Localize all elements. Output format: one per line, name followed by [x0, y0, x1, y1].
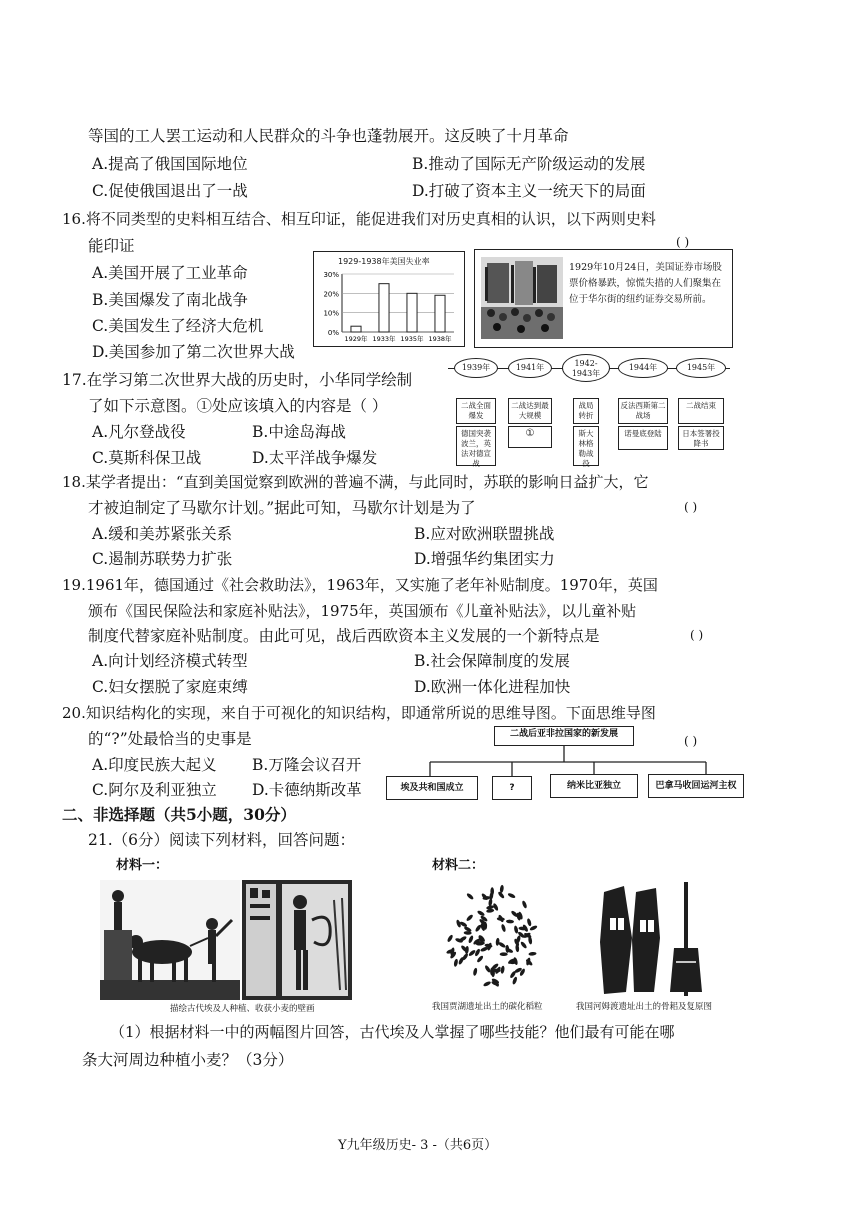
mindmap-root: 二战后亚非拉国家的新发展 — [494, 726, 634, 746]
rice-grain — [526, 918, 532, 927]
bar-1929年 — [351, 326, 361, 332]
rice-grain — [501, 924, 507, 933]
rice-grain — [499, 885, 504, 893]
q19-stem-line3: 制度代替家庭补贴制度。由此可见，战后西欧资本主义发展的一个新特点是 — [88, 627, 600, 645]
q18-option-b: B.应对欧洲联盟挑战 — [414, 525, 555, 543]
q19-option-a: A.向计划经济模式转型 — [92, 652, 248, 670]
timeline-event-1942: 斯大林格勒战役 — [573, 426, 599, 466]
q15-stem: 等国的工人罢工运动和人民群众的斗争也蓬勃展开。这反映了十月革命 — [88, 127, 569, 145]
q18-option-d: D.增强华约集团实力 — [414, 550, 555, 568]
material1-label: 材料一： — [116, 858, 169, 873]
rice-grain — [466, 914, 474, 922]
timeline-label-1942: 战局转折 — [573, 398, 599, 424]
q20-option-d: D.卡德纳斯改革 — [252, 781, 362, 799]
crowd-photo — [481, 257, 563, 339]
rice-grain — [490, 887, 494, 895]
q20-option-a: A.印度民族大起义 — [92, 756, 217, 774]
q17-option-c: C.莫斯科保卫战 — [92, 449, 202, 467]
bone-spade-image — [590, 878, 714, 1000]
y-tick-label: 10% — [323, 309, 339, 318]
rice-grain — [453, 959, 458, 968]
rice-grain — [476, 955, 484, 963]
bar-1938年 — [435, 295, 445, 332]
timeline-event-1944: 诺曼底登陆 — [618, 426, 668, 450]
q20-answer-bracket: ( ) — [684, 734, 698, 748]
q20-option-c: C.阿尔及利亚独立 — [92, 781, 217, 799]
caption-material1: 描绘古代埃及人种植、收获小麦的壁画 — [170, 1004, 315, 1014]
mindmap-child-panama: 巴拿马收回运河主权 — [648, 774, 744, 798]
bar-1935年 — [407, 293, 417, 332]
timeline-event-1945: 日本签署投降书 — [678, 426, 724, 450]
q18-stem-line1: 18.某学者提出：“直到美国觉察到欧洲的普遍不满，与此同时，苏联的影响日益扩大，它 — [62, 473, 649, 491]
q18-answer-bracket: ( ) — [684, 500, 698, 514]
timeline-year-1945: 1945年 — [676, 358, 726, 378]
timeline-label-1945: 二战结束 — [678, 398, 724, 424]
timeline-label-1939: 二战全面爆发 — [456, 398, 496, 424]
rice-grain — [474, 948, 481, 957]
q15-option-b: B.推动了国际无产阶级运动的发展 — [412, 155, 646, 173]
rice-grain — [473, 968, 478, 977]
rice-grain — [468, 935, 474, 944]
rice-grain — [488, 898, 493, 906]
q21-stem: 21.（6分）阅读下列材料，回答问题： — [88, 831, 356, 849]
rice-grain — [465, 946, 470, 954]
q19-option-d: D.欧洲一体化进程加快 — [414, 678, 571, 696]
mindmap — [386, 724, 746, 806]
caption-material2b: 我国河姆渡遗址出土的骨耜及复原图 — [576, 1002, 713, 1012]
q19-option-c: C.妇女摆脱了家庭束缚 — [92, 678, 248, 696]
carbonized-rice-grains — [444, 880, 540, 996]
mural-planting-image — [100, 880, 240, 1000]
egypt-mural-planting — [100, 880, 240, 1000]
unemployment-chart — [313, 251, 465, 347]
rice-grains-image — [444, 880, 540, 996]
q18-stem-line2: 才被迫制定了马歇尔计划。”据此可知，马歇尔计划是为了 — [88, 499, 476, 517]
q20-option-b: B.万隆会议召开 — [252, 756, 362, 774]
section2-heading: 二、非选择题（共5小题，30分） — [62, 805, 296, 824]
rice-grain — [477, 910, 486, 917]
q18-option-c: C.遏制苏联势力扩张 — [92, 550, 233, 568]
x-tick-label: 1933年 — [372, 335, 396, 343]
q16-option-c: C.美国发生了经济大危机 — [92, 317, 264, 335]
x-tick-label: 1929年 — [344, 335, 368, 343]
timeline-year-1939: 1939年 — [454, 358, 498, 378]
rice-grain — [520, 941, 528, 949]
timeline-label-1941: 二战达到最大规模 — [508, 398, 552, 424]
page-footer: Y九年级历史- 3 -（共6页） — [338, 1138, 498, 1153]
q21-sub1-line1: （1）根据材料一中的两幅图片回答，古代埃及人掌握了哪些技能？他们最有可能在哪 — [110, 1023, 675, 1041]
timeline-year-1942: 1942-1943年 — [562, 354, 610, 382]
caption-material2a: 我国贾湖遗址出土的碳化稻粒 — [432, 1002, 543, 1012]
chart-plot — [314, 252, 464, 346]
mural-harvest-image — [242, 880, 352, 1000]
q16-option-d: D.美国参加了第二次世界大战 — [92, 343, 295, 361]
photo-caption: 1929年10月24日，美国证券市场股票价格暴跌，惊慌失措的人们聚集在位于华尔街的纽约证券交易所前。 — [569, 262, 722, 305]
stock-market-photo-panel — [474, 249, 733, 348]
rice-grain — [468, 949, 476, 957]
q16-stem-line1: 16.将不同类型的史料相互结合、相互印证，能促进我们对历史真相的认识，以下两则史料 — [62, 210, 656, 228]
rice-grain — [446, 934, 453, 943]
q20-stem-line1: 20.知识结构化的实现，来自于可视化的知识结构，即通常所说的思维导图。下面思维导图 — [62, 704, 656, 722]
rice-grain — [483, 981, 492, 988]
material2-label: 材料二： — [432, 858, 485, 873]
egypt-mural-harvest — [242, 880, 352, 1000]
timeline-year-1944: 1944年 — [618, 358, 668, 378]
chart-title: 1929-1938年美国失业率 — [338, 257, 430, 266]
rice-grain — [500, 965, 505, 973]
q17-stem-line2: 了如下示意图。①处应该填入的内容是（ ） — [88, 397, 388, 415]
wwii-timeline — [448, 354, 736, 468]
q19-stem-line2: 颁布《国民保险法和家庭补贴法》，1975年，英国颁布《儿童补贴法》，以儿童补贴 — [88, 602, 637, 620]
q16-answer-bracket: ( ) — [676, 235, 690, 249]
mindmap-child-namibia: 纳米比亚独立 — [550, 774, 638, 798]
q15-option-d: D.打破了资本主义一统天下的局面 — [412, 182, 646, 200]
y-tick-label: 20% — [323, 290, 339, 299]
q20-stem-line2: 的“?”处最恰当的史事是 — [88, 730, 252, 748]
q17-stem-line1: 17.在学习第二次世界大战的历史时，小华同学绘制 — [62, 371, 413, 389]
q19-option-b: B.社会保障制度的发展 — [414, 652, 570, 670]
rice-grain — [514, 925, 519, 934]
q17-option-a: A.凡尔登战役 — [92, 423, 186, 441]
x-tick-label: 1938年 — [428, 335, 452, 343]
q15-option-c: C.促使俄国退出了一战 — [92, 182, 248, 200]
bar-1933年 — [379, 284, 389, 332]
timeline-label-1944: 反法西斯第二战场 — [618, 398, 668, 424]
timeline-event-blank: ① — [508, 426, 552, 448]
q21-sub1-line2: 条大河周边种植小麦？（3分） — [82, 1051, 294, 1069]
mindmap-child-question: ? — [492, 776, 532, 800]
rice-grain — [507, 892, 516, 899]
q16-option-a: A.美国开展了工业革命 — [92, 264, 248, 282]
mindmap-child-egypt: 埃及共和国成立 — [386, 776, 478, 800]
rice-grain — [466, 892, 474, 900]
q17-option-d: D.太平洋战争爆发 — [252, 449, 378, 467]
timeline-year-1941: 1941年 — [508, 358, 552, 378]
bone-spade-and-reconstruction — [590, 878, 714, 1000]
rice-grain — [521, 900, 527, 909]
rice-grain — [528, 952, 536, 956]
q15-option-a: A.提高了俄国国际地位 — [92, 155, 248, 173]
q17-option-b: B.中途岛海战 — [252, 423, 346, 441]
rice-grain — [512, 976, 518, 985]
q19-answer-bracket: ( ) — [690, 628, 704, 642]
rice-grain — [506, 919, 514, 923]
x-tick-label: 1935年 — [400, 335, 424, 343]
rice-grain — [500, 952, 508, 956]
q19-stem-line1: 19.1961年，德国通过《社会救助法》，1963年，又实施了老年补贴制度。1970年，英国 — [62, 576, 658, 594]
q16-stem-line2: 能印证 — [88, 237, 135, 255]
y-tick-label: 30% — [323, 271, 339, 279]
y-tick-label: 0% — [327, 329, 339, 337]
timeline-event-1939: 德国突袭波兰，英法对德宣战 — [456, 426, 496, 466]
q16-option-b: B.美国爆发了南北战争 — [92, 291, 248, 309]
q18-option-a: A.缓和美苏紧张关系 — [92, 525, 233, 543]
